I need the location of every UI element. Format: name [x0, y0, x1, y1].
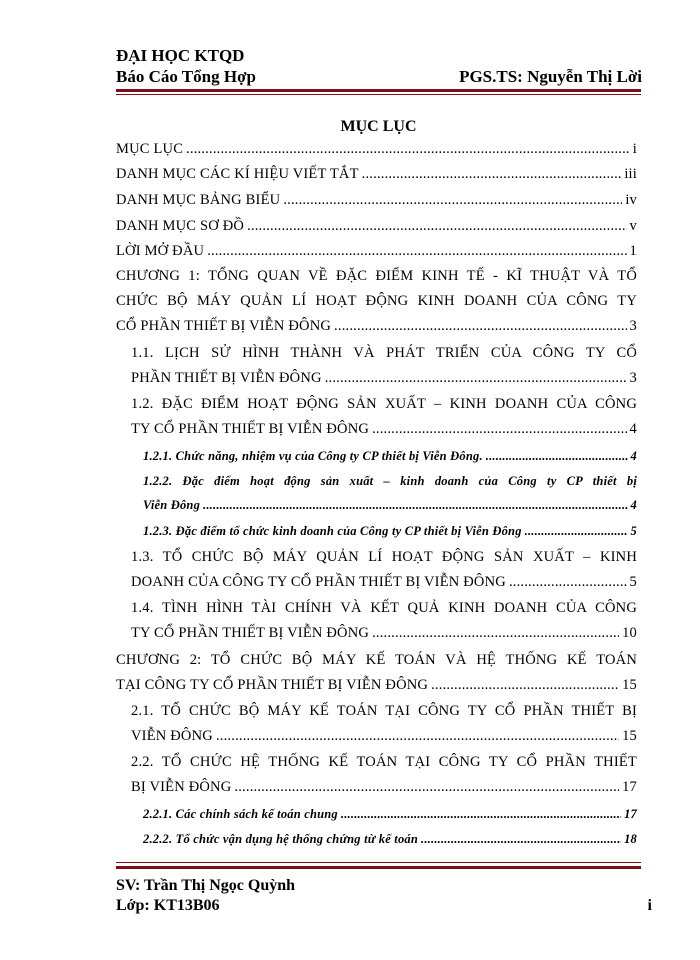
- toc-entry-1-2-3[interactable]: [143, 524, 637, 539]
- toc-entry-text: 1.2.1. Chức năng, nhiệm vụ của Công ty CP thiết bị Viễn Đông.: [143, 449, 483, 463]
- toc-entry[interactable]: [116, 141, 637, 158]
- toc-page-number: 10: [622, 625, 637, 641]
- toc-entry-text: BỊ VIỄN ĐÔNG: [131, 779, 232, 795]
- toc-entry-text: TY CỔ PHẦN THIẾT BỊ VIỄN ĐÔNG: [131, 421, 370, 437]
- toc-entry[interactable]: [116, 218, 637, 235]
- toc-leader-dots: [525, 524, 628, 539]
- toc-page-number: iii: [624, 166, 637, 182]
- toc-entry-text: LỜI MỞ ĐẦU: [116, 243, 205, 259]
- toc-entry-text: 1.2.3. Đặc điểm tổ chức kinh doanh của Công ty CP thiết bị Viễn Đông: [143, 524, 522, 538]
- toc-entry-text: DANH MỤC CÁC KÍ HIỆU VIẾT TẮT: [116, 166, 359, 182]
- toc-entry-text: 1.2.2. Đặc điểm hoạt động sản xuất – kinh doanh của Công ty CP thiết bị: [143, 474, 637, 488]
- toc-entry-text: Viễn Đông: [143, 498, 201, 512]
- toc-leader-dots: [421, 832, 621, 847]
- toc-leader-dots: [283, 192, 622, 209]
- toc-leader-dots: [362, 166, 622, 183]
- toc-entry-2-2-2[interactable]: [143, 832, 637, 847]
- toc-entry-text: CHỨC BỘ MÁY QUẢN LÍ HOẠT ĐỘNG KINH DOANH CỦA CÔNG TY: [116, 293, 637, 309]
- toc-entry-2-2[interactable]: [131, 754, 637, 796]
- toc-entry-text: CHƯƠNG 1: TỔNG QUAN VỀ ĐẶC ĐIỂM KINH TẾ - KĨ THUẬT VÀ TỔ: [116, 268, 637, 284]
- header-rule-thick: [116, 89, 641, 92]
- toc-page-number: 4: [630, 498, 637, 512]
- toc-page-number: 15: [622, 677, 637, 693]
- supervisor-name: PGS.TS: Nguyễn Thị Lời: [459, 67, 642, 86]
- toc-page-number: v: [629, 218, 637, 234]
- toc-entry-text: CHƯƠNG 2: TỔ CHỨC BỘ MÁY KẾ TOÁN VÀ HỆ THỐNG KẾ TOÁN: [116, 652, 637, 668]
- student-name: SV: Trần Thị Ngọc Quỳnh: [116, 877, 296, 894]
- toc-title: MỤC LỤC: [340, 118, 417, 135]
- toc-entry-text: VIỄN ĐÔNG: [131, 728, 213, 744]
- toc-entry-text: 2.2.2. Tổ chức vận dụng hệ thống chứng từ kế toán: [143, 832, 419, 846]
- toc-entry-text: 1.2. ĐẶC ĐIỂM HOẠT ĐỘNG SẢN XUẤT – KINH DOANH CỦA CÔNG: [131, 396, 637, 412]
- toc-entry-text: TẠI CÔNG TY CỔ PHẦN THIẾT BỊ VIỄN ĐÔNG: [116, 677, 429, 693]
- toc-leader-dots: [247, 218, 626, 235]
- toc-leader-dots: [509, 574, 627, 591]
- toc-page-number: iv: [625, 192, 637, 208]
- toc-leader-dots: [334, 318, 627, 335]
- toc-entry[interactable]: [116, 192, 637, 209]
- toc-page-number: 4: [629, 421, 637, 437]
- toc-entry-1-3[interactable]: [131, 549, 637, 591]
- toc-page-number: 18: [624, 832, 637, 846]
- toc-entry-2-2-1[interactable]: [143, 807, 637, 822]
- toc-entry-text: MỤC LỤC: [116, 141, 184, 157]
- toc-leader-dots: [207, 243, 626, 260]
- toc-leader-dots: [341, 807, 621, 822]
- footer-page-number: i: [647, 897, 652, 914]
- toc-entry-text: DANH MỤC BẢNG BIỂU: [116, 192, 281, 208]
- footer-rule-thin: [116, 862, 641, 863]
- toc-leader-dots: [234, 779, 619, 796]
- footer-rule-thick: [116, 866, 641, 869]
- toc-page-number: 5: [629, 574, 637, 590]
- toc-entry-text: PHẦN THIẾT BỊ VIỄN ĐÔNG: [131, 370, 322, 386]
- toc-entry-text: 2.2. TỔ CHỨC HỆ THỐNG KẾ TOÁN TẠI CÔNG TY CỔ PHẦN THIẾT: [131, 754, 637, 770]
- toc-page-number: 17: [622, 779, 637, 795]
- toc-entry-1-4[interactable]: [131, 600, 637, 642]
- toc-entry-1-2-1[interactable]: [143, 449, 637, 464]
- toc-leader-dots: [372, 625, 619, 642]
- toc-entry-text: 1.4. TÌNH HÌNH TÀI CHÍNH VÀ KẾT QUẢ KINH DOANH CỦA CÔNG: [131, 600, 637, 616]
- toc-entry-chapter-1[interactable]: [116, 268, 637, 335]
- report-title: Báo Cáo Tổng Hợp: [116, 67, 256, 86]
- toc-page-number: i: [632, 141, 637, 157]
- toc-page-number: 17: [624, 807, 637, 821]
- toc-page-number: 4: [630, 449, 637, 463]
- toc-entry[interactable]: [116, 243, 637, 260]
- class-code: Lớp: KT13B06: [116, 897, 220, 914]
- toc-entry-1-2[interactable]: [131, 396, 637, 438]
- toc-entry-text: DANH MỤC SƠ ĐỒ: [116, 218, 245, 234]
- toc-entry-text: 1.1. LỊCH SỬ HÌNH THÀNH VÀ PHÁT TRIỂN CỦA CÔNG TY CỔ: [131, 345, 637, 361]
- toc-entry-text: 1.3. TỔ CHỨC BỘ MÁY QUẢN LÍ HOẠT ĐỘNG SẢN XUẤT – KINH: [131, 549, 637, 565]
- toc-entry-text: 2.1. TỔ CHỨC BỘ MÁY KẾ TOÁN TẠI CÔNG TY CỔ PHẦN THIẾT BỊ: [131, 703, 637, 719]
- toc-entry-2-1[interactable]: [131, 703, 637, 745]
- toc-leader-dots: [186, 141, 630, 158]
- toc-leader-dots: [372, 421, 626, 438]
- toc-page-number: 5: [630, 524, 637, 538]
- toc-entry-text: 2.2.1. Các chính sách kế toán chung: [143, 807, 338, 821]
- toc-leader-dots: [325, 370, 627, 387]
- toc-page-number: 1: [629, 243, 637, 259]
- toc-entry-1-1[interactable]: [131, 345, 637, 387]
- toc-entry-1-2-2[interactable]: [143, 474, 637, 513]
- university-name: ĐẠI HỌC KTQD: [116, 46, 245, 65]
- toc-leader-dots: [431, 677, 619, 694]
- toc-entry-chapter-2[interactable]: [116, 652, 637, 694]
- toc-leader-dots: [486, 449, 628, 464]
- toc-entry-text: DOANH CỦA CÔNG TY CỔ PHẦN THIẾT BỊ VIỄN ĐÔNG: [131, 574, 506, 590]
- toc-leader-dots: [216, 728, 619, 745]
- toc-leader-dots: [203, 498, 628, 513]
- toc-entry-text: TY CỔ PHẦN THIẾT BỊ VIỄN ĐÔNG: [131, 625, 370, 641]
- toc-entry-text: CỔ PHẦN THIẾT BỊ VIỄN ĐÔNG: [116, 318, 332, 334]
- toc-page-number: 3: [629, 370, 637, 386]
- toc-entry[interactable]: [116, 166, 637, 183]
- toc-page-number: 3: [629, 318, 637, 334]
- header-rule-thin: [116, 94, 641, 95]
- toc-page-number: 15: [622, 728, 637, 744]
